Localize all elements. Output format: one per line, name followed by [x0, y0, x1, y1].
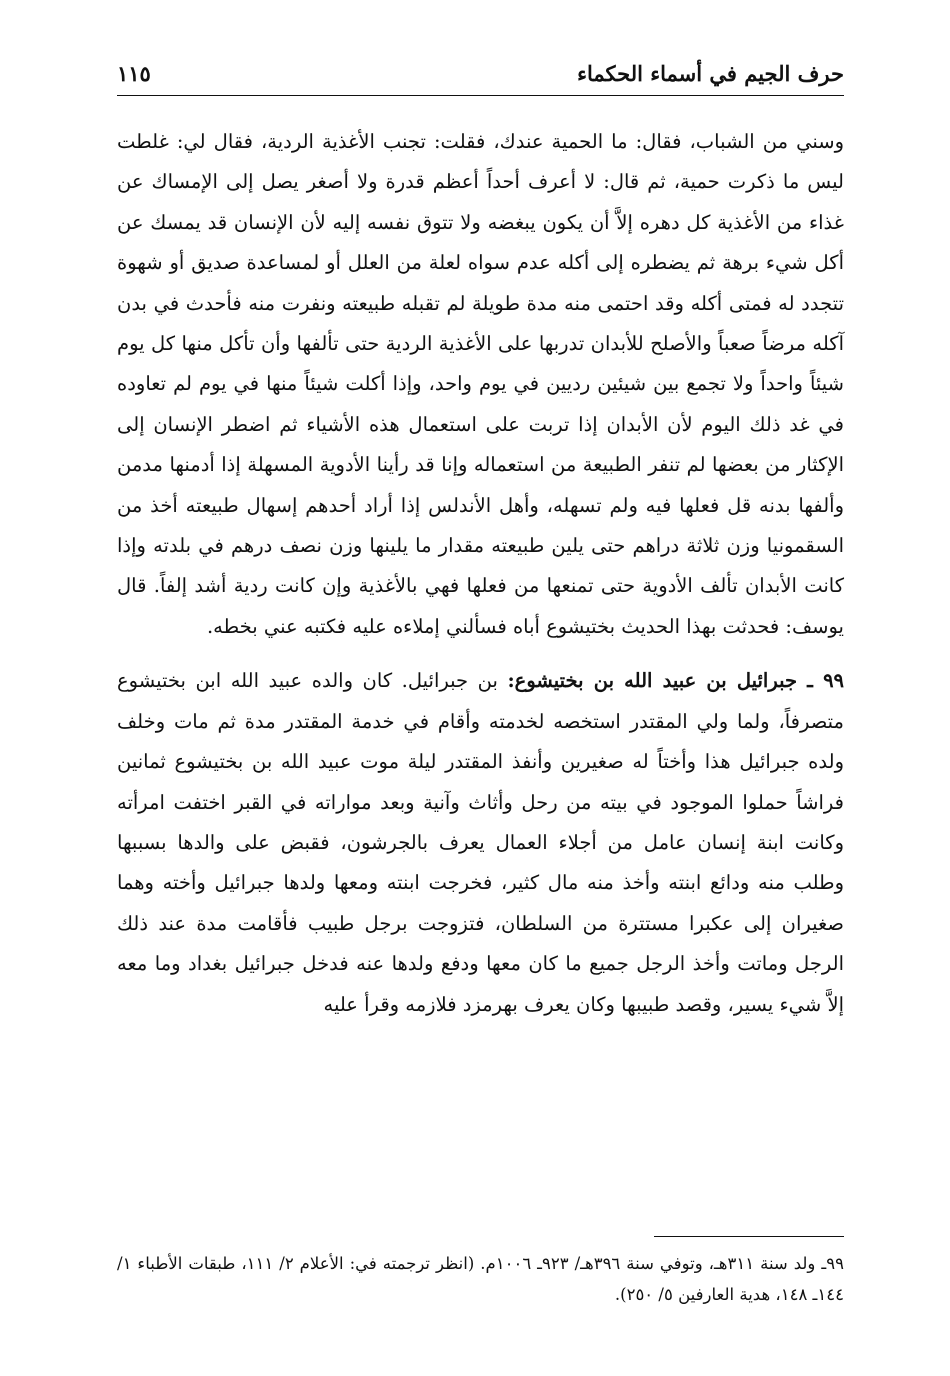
page-number: ١١٥ [117, 61, 151, 86]
entry-99 [117, 661, 844, 1025]
running-title: حرف الجيم في أسماء الحكماء [577, 61, 844, 86]
entry-99-text: بن جبرائيل. كان والده عبيد الله ابن بختيشوع متصرفاً، ولما ولي المقتدر استخصه لخدمته وأقام في خدمة المقتدر مدة ثم مات وخلف ولده جبرائيل هذا وأختاً له صغيرين وأنفذ المقتدر ليلة موت عبيد الله بن بختيشوع ثمانين فراشاً حملوا الموجود في بيته من رحل وأثاث وآنية وبعد مواراته في القبر اختفت امرأته وكانت ابنة إنسان عامل من أجلاء العمال يعرف بالجرشون، فقبض على والدها بسببها وطلب منه ودائع ابنته وأخذ منه مال كثير، فخرجت ابنته ومعها ولدها جبرائيل وأخته وهما صغيران إلى عكبرا مستترة من السلطان، فتزوجت برجل طبيب فأقامت مدة عند ذلك الرجل وماتت وأخذ الرجل جميع ما كان معها ودفع ولدها عنه فدخل جبرائيل بغداد وما معه إلاَّ شيء يسير، وقصد طبيبها وكان يعرف بهرمزد فلازمه وقرأ عليه [117, 669, 844, 1016]
page-header [117, 55, 844, 96]
body-text [117, 122, 844, 1025]
paragraph-continuation: وسني من الشباب، فقال: ما الحمية عندك، فقلت: تجنب الأغذية الردية، فقال لي: غلطت ليس ما ذكرت حمية، ثم قال: لا أعرف أحداً أعظم قدرة ولا أصغر يصل إلى الإمساك عن غذاء من الأغذية كل دهره إلاَّ أن يكون يبغضه ولا تتوق نفسه إليه لأن الإنسان قد يمسك عن أكل شيء برهة ثم يضطره إلى أكله عدم سواه لعلة من العلل أو لمساعدة صديق أو شهوة تتجدد له فمتى أكله وقد احتمى منه مدة طويلة لم تقبله طبيعته ونفرت منه فأحدث في بدن آكله مرضاً صعباً والأصلح للأبدان تدربها على الأغذية الردية حتى تألفها وأن تأكل منها كل يوم شيئاً واحداً ولا تجمع بين شيئين رديين في يوم واحد، وإذا أكلت شيئاً منها في يوم لم تعاوده في غد ذلك اليوم لأن الأبدان إذا تربت على استعمال هذه الأشياء ثم اضطر الإنسان إلى الإكثار من بعضها لم تنفر الطبيعة من استعماله وإنا قد رأينا الأدوية المسهلة إذا أدمنها مدمن وألفها بدنه قل فعلها فيه ولم تسهله، وأهل الأندلس إذا أراد أحدهم إسهال طبيعته أخذ من السقمونيا وزن ثلاثة دراهم حتى يلين طبيعته مقدار ما يلينها وزن نصف درهم في بلدته وإذا كانت الأبدان تألف الأدوية حتى تمنعها من فعلها فهي بالأغذية وإن كانت ردية أشد إلفاً. قال يوسف: فحدثت بهذا الحديث بختيشوع أباه فسألني إملاءه عليه فكتبه عني بخطه. [117, 130, 844, 638]
footnote-separator [654, 1236, 844, 1237]
footnote: ٩٩ـ ولد سنة ٣١١هـ، وتوفي سنة ٣٩٦هـ/ ٩٢٣ـ ١٠٠٦م. (انظر ترجمته في: الأعلام ٢/ ١١١، طبقات الأطباء ١/ ١٤٤ـ ١٤٨، هدية العارفين ٥/ ٢٥٠). [117, 1254, 844, 1304]
entry-99-heading: ٩٩ ـ جبرائيل بن عبيد الله بن بختيشوع: [507, 669, 845, 693]
